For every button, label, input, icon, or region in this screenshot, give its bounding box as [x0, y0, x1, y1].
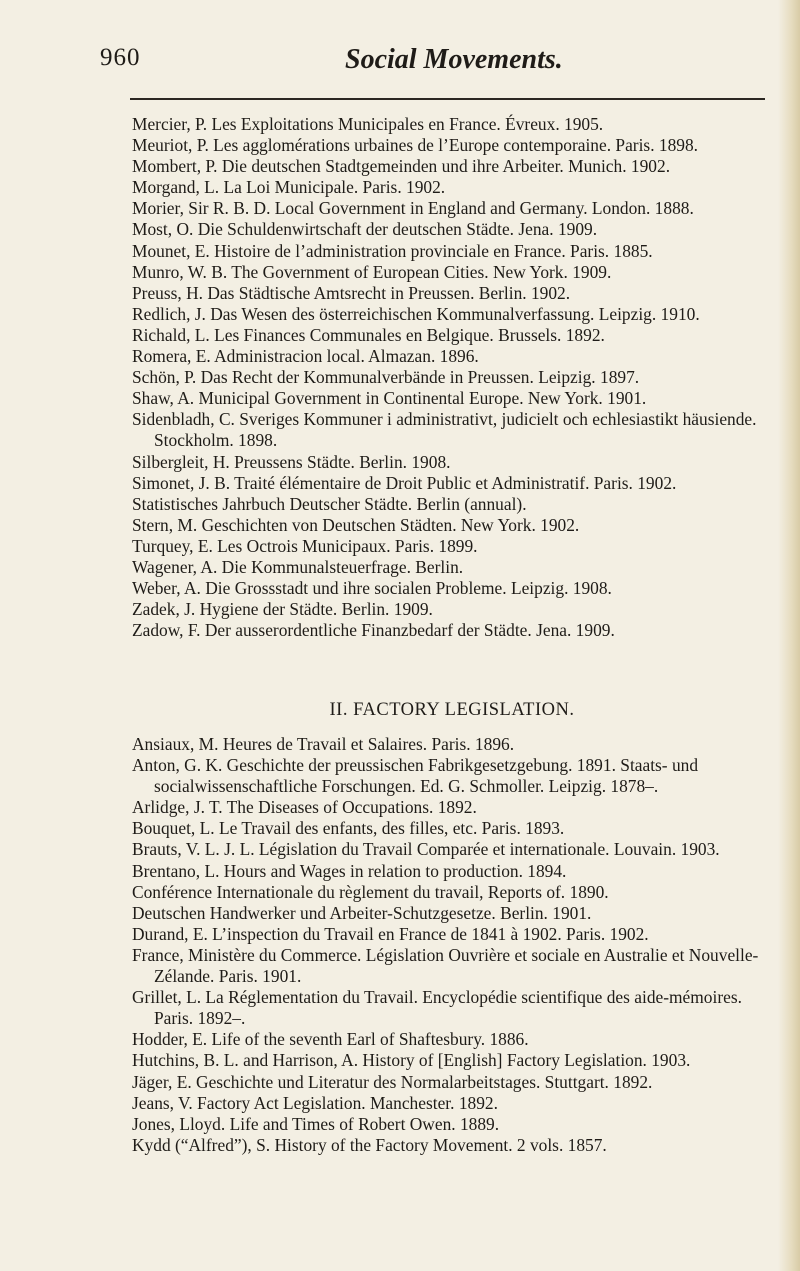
bibliography-entry: France, Ministère du Commerce. Législation Ouvrière et sociale en Australie et Nouvelle-Zélande. Paris. 1901. [132, 944, 759, 987]
page-edge-shadow [778, 0, 800, 1271]
bibliography-entry: Morier, Sir R. B. D. Local Government in England and Germany. London. 1888. [132, 198, 694, 219]
bibliography-list-factory-legislation [132, 734, 772, 1156]
bibliography-entry: Preuss, H. Das Städtische Amtsrecht in Preussen. Berlin. 1902. [132, 282, 571, 303]
bibliography-entry: Mounet, E. Histoire de l’administration provinciale en France. Paris. 1885. [132, 240, 653, 261]
bibliography-entry: Most, O. Die Schuldenwirtschaft der deutschen Städte. Jena. 1909. [132, 219, 598, 240]
bibliography-entry: Conférence Internationale du règlement du travail, Reports of. 1890. [132, 881, 609, 902]
bibliography-entry: Zadow, F. Der ausserordentliche Finanzbedarf der Städte. Jena. 1909. [132, 620, 615, 641]
running-head [100, 44, 760, 84]
bibliography-entry: Bouquet, L. Le Travail des enfants, des filles, etc. Paris. 1893. [132, 818, 565, 839]
bibliography-entry: Richald, L. Les Finances Communales en Belgique. Brussels. 1892. [132, 324, 605, 345]
bibliography-entry: Turquey, E. Les Octrois Municipaux. Paris. 1899. [132, 535, 478, 556]
bibliography-entry: Brauts, V. L. J. L. Législation du Travail Comparée et internationale. Louvain. 1903. [132, 839, 720, 860]
header-rule [130, 98, 765, 100]
bibliography-entry: Munro, W. B. The Government of European Cities. New York. 1909. [132, 261, 612, 282]
bibliography-entry: Redlich, J. Das Wesen des österreichischen Kommunalverfassung. Leipzig. 1910. [132, 303, 700, 324]
bibliography-entry: Zadek, J. Hygiene der Städte. Berlin. 1909. [132, 599, 433, 620]
bibliography-entry: Jones, Lloyd. Life and Times of Robert Owen. 1889. [132, 1113, 500, 1134]
page-number: 960 [100, 44, 141, 71]
bibliography-entry: Simonet, J. B. Traité élémentaire de Droit Public et Administratif. Paris. 1902. [132, 472, 677, 493]
bibliography-entry: Hodder, E. Life of the seventh Earl of Shaftesbury. 1886. [132, 1029, 529, 1050]
bibliography-list-municipal [132, 114, 772, 641]
bibliography-entry: Deutschen Handwerker und Arbeiter-Schutzgesetze. Berlin. 1901. [132, 902, 592, 923]
section-heading: II. FACTORY LEGISLATION. [329, 700, 575, 720]
bibliography-entry: Anton, G. K. Geschichte der preussischen Fabrikgesetzgebung. 1891. Staats- und socialwissenschaftliche Forschungen. Ed. G. Schmoller. Leipzig. 1878–. [132, 755, 699, 797]
bibliography-entry: Stern, M. Geschichten von Deutschen Städten. New York. 1902. [132, 514, 580, 535]
bibliography-entry: Weber, A. Die Grossstadt und ihre socialen Probleme. Leipzig. 1908. [132, 578, 612, 599]
bibliography-entry: Kydd (“Alfred”), S. History of the Factory Movement. 2 vols. 1857. [132, 1134, 607, 1155]
bibliography-entry: Wagener, A. Die Kommunalsteuerfrage. Berlin. [132, 556, 464, 577]
bibliography-entry: Sidenbladh, C. Sveriges Kommuner i administrativt, judicielt och echlesiastikt häusiende. Stockholm. 1898. [132, 409, 757, 451]
bibliography-entry: Durand, E. L’inspection du Travail en France de 1841 à 1902. Paris. 1902. [132, 923, 649, 944]
bibliography-entry: Silbergleit, H. Preussens Städte. Berlin. 1908. [132, 451, 451, 472]
bibliography-entry: Arlidge, J. T. The Diseases of Occupations. 1892. [132, 797, 477, 818]
bibliography-entry: Mercier, P. Les Exploitations Municipales en France. Évreux. 1905. [132, 114, 604, 134]
bibliography-entry: Grillet, L. La Réglementation du Travail. Encyclopédie scientifique des aide-mémoires. Paris. 1892–. [132, 987, 742, 1029]
bibliography-entry: Brentano, L. Hours and Wages in relation to production. 1894. [132, 860, 567, 881]
bibliography-entry: Romera, E. Administracion local. Almazan. 1896. [132, 346, 479, 367]
bibliography-entry: Hutchins, B. L. and Harrison, A. History of [English] Factory Legislation. 1903. [132, 1050, 691, 1071]
bibliography-entry: Mombert, P. Die deutschen Stadtgemeinden und ihre Arbeiter. Munich. 1902. [132, 156, 671, 177]
bibliography-entry: Meuriot, P. Les agglomérations urbaines de l’Europe contemporaine. Paris. 1898. [132, 135, 699, 156]
bibliography-entry: Schön, P. Das Recht der Kommunalverbände in Preussen. Leipzig. 1897. [132, 367, 640, 388]
bibliography-entry: Shaw, A. Municipal Government in Continental Europe. New York. 1901. [132, 388, 647, 409]
bibliography-entry: Ansiaux, M. Heures de Travail et Salaires. Paris. 1896. [132, 734, 515, 754]
bibliography-entry: Morgand, L. La Loi Municipale. Paris. 1902. [132, 177, 446, 198]
bibliography-entry: Jeans, V. Factory Act Legislation. Manchester. 1892. [132, 1092, 498, 1113]
running-title: Social Movements. [345, 44, 563, 75]
bibliography-entry: Jäger, E. Geschichte und Literatur des Normalarbeitstages. Stuttgart. 1892. [132, 1071, 653, 1092]
bibliography-entry: Statistisches Jahrbuch Deutscher Städte. Berlin (annual). [132, 493, 527, 514]
